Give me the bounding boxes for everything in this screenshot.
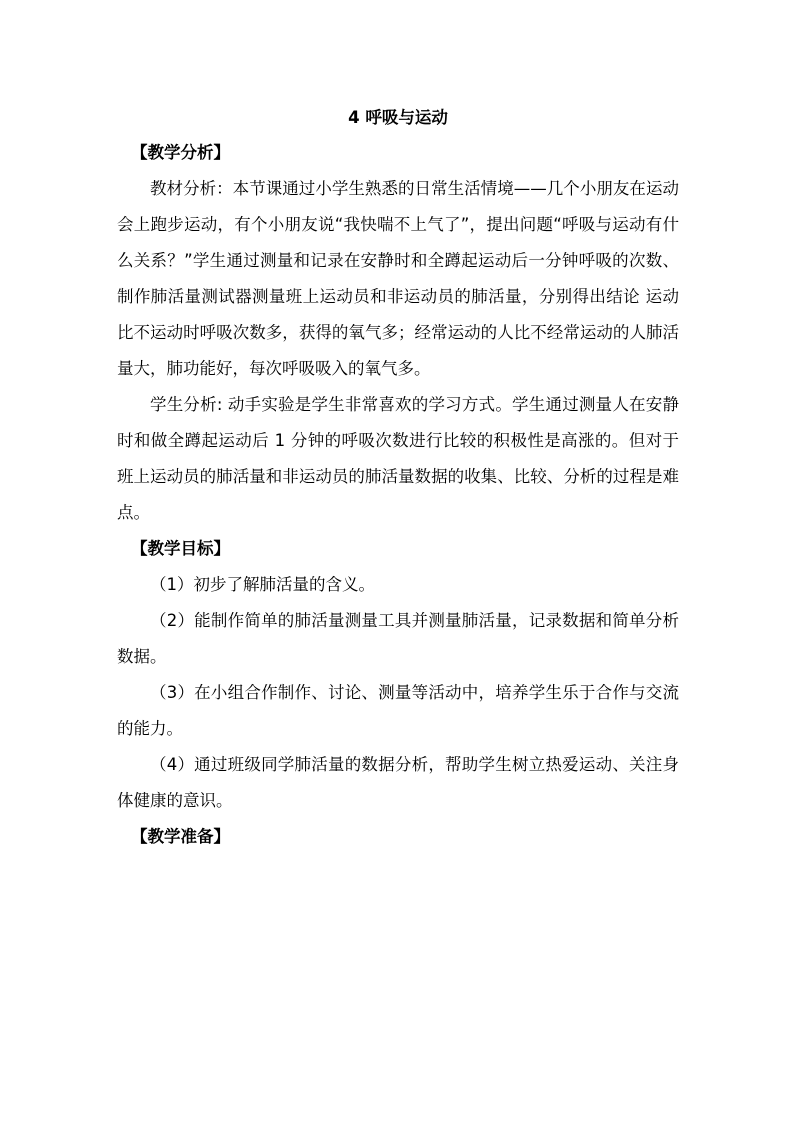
goal-item-1: （1）初步了解肺活量的含义。 [150, 575, 375, 594]
section-heading-analysis: 【教学分析】 [131, 143, 230, 162]
section-heading-preparation: 【教学准备】 [131, 827, 230, 846]
section-heading-goals: 【教学目标】 [131, 539, 230, 558]
paragraph-student-analysis: 学生分析: 动手实验是学生非常喜欢的学习方式。学生通过测量人在安静时和做全蹲起运动后 1 分钟的呼吸次数进行比较的积极性是高涨的。但对于班上运动员的肺活量和非运动员的肺活量数据的收集、比较、分析的过程是难点。 [117, 395, 679, 522]
paragraph-textbook-analysis: 教材分析：本节课通过小学生熟悉的日常生活情境——几个小朋友在运动会上跑步运动，有个小朋友说“我快喘不上气了”，提出问题“呼吸与运动有什么关系？”学生通过测量和记录在安静时和全蹲起运动后一分钟呼吸的次数、制作肺活量测试器测量班上运动员和非运动员的肺活量，分别得出结论 运动比不运动时呼吸次数多，获得的氧气多；经常运动的人比不经常运动的人肺活量大，肺功能好，每次呼吸吸入的氧气多。 [117, 179, 679, 378]
document-page [117, 103, 679, 855]
document-title: 4 呼吸与运动 [348, 108, 448, 127]
goal-item-2: （2）能制作简单的肺活量测量工具并测量肺活量，记录数据和简单分析数据。 [117, 611, 679, 666]
goal-item-3: （3）在小组合作制作、讨论、测量等活动中，培养学生乐于合作与交流的能力。 [117, 683, 679, 738]
goal-item-4: （4）通过班级同学肺活量的数据分析，帮助学生树立热爱运动、关注身体健康的意识。 [117, 755, 679, 810]
